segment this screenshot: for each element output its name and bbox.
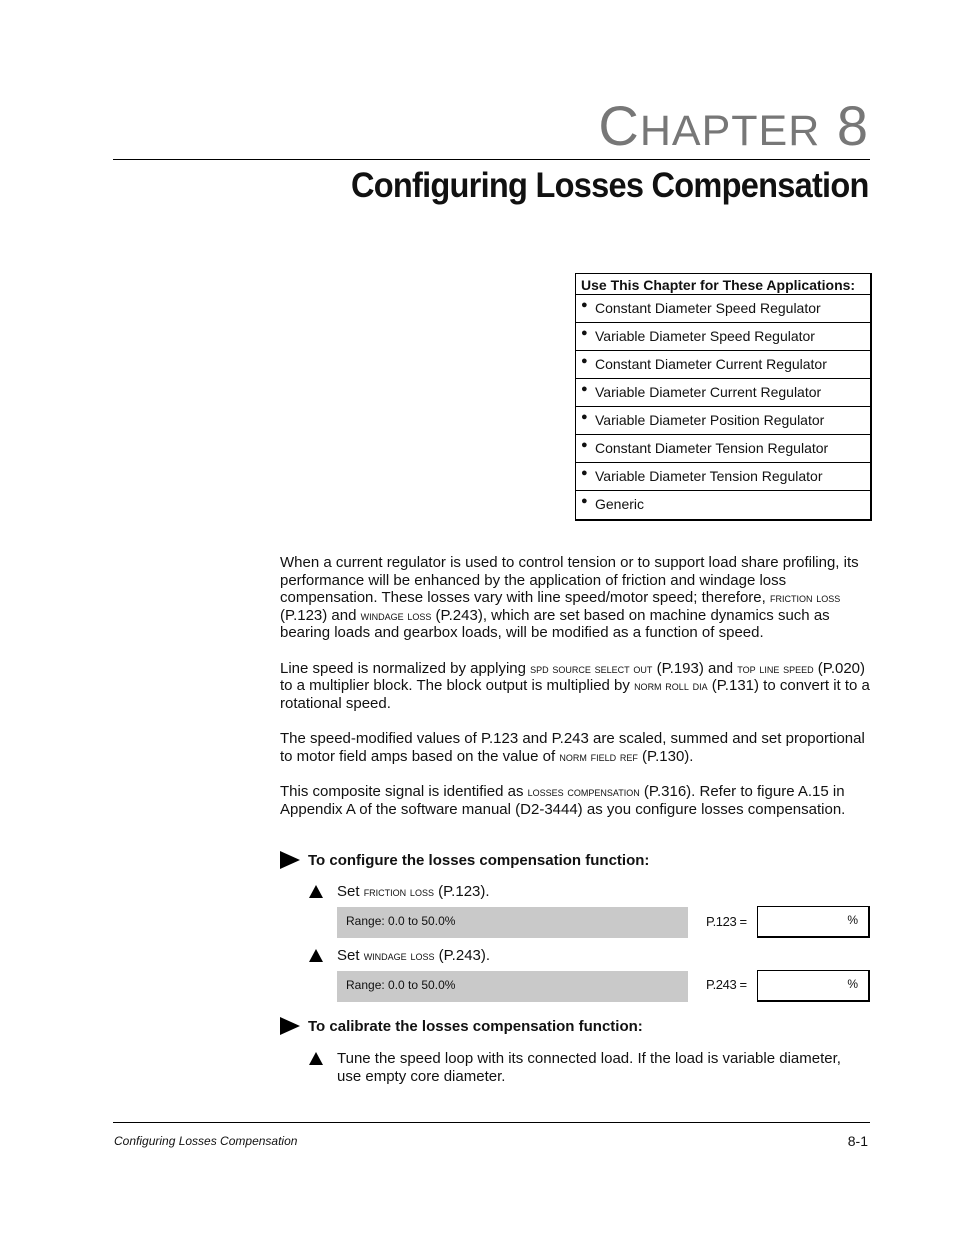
- application-row: [576, 295, 870, 323]
- procedure-configure: [280, 851, 649, 869]
- bullet-icon: ●: [581, 411, 588, 423]
- step-windage-loss: [308, 947, 490, 964]
- paragraph-friction-windage: [280, 554, 870, 642]
- procedure-calibrate: [280, 1017, 643, 1035]
- parameter-name: top line speed: [737, 660, 814, 676]
- application-row: [576, 491, 870, 519]
- param-label: P.243 =: [706, 977, 747, 992]
- text-run: (P.193) and: [652, 659, 738, 677]
- parameter-name: friction loss: [769, 590, 841, 605]
- param-value-field[interactable]: %: [757, 970, 870, 1002]
- step-triangle-icon: [309, 885, 323, 898]
- application-row: [576, 379, 870, 407]
- step-tune-speed-loop: [308, 1050, 848, 1086]
- range-box: Range: 0.0 to 50.0%: [337, 971, 688, 1002]
- bullet-icon: ●: [581, 327, 588, 339]
- paragraph-line-speed: [280, 660, 870, 713]
- applications-table: [575, 273, 872, 521]
- application-row: [576, 407, 870, 435]
- paragraph-composite-signal: [280, 783, 870, 818]
- parameter-name: windage loss: [360, 607, 432, 623]
- application-label: Constant Diameter Tension Regulator: [595, 440, 829, 456]
- step-triangle-icon: [309, 1052, 323, 1065]
- footer-rule: [113, 1122, 870, 1123]
- paragraph-scaling: [280, 730, 870, 765]
- application-label: Variable Diameter Tension Regulator: [595, 468, 823, 484]
- step-triangle-icon: [309, 949, 323, 962]
- application-row: [576, 351, 870, 379]
- parameter-name: norm roll dia: [634, 678, 708, 693]
- procedure-heading: To calibrate the losses compensation function:: [308, 1017, 643, 1035]
- step-text: Tune the speed loop with its connected load. If the load is variable diameter, use empty core diameter.: [337, 1050, 841, 1085]
- bullet-icon: ●: [581, 299, 588, 311]
- bullet-icon: ●: [581, 495, 588, 507]
- step-friction-loss: [308, 883, 490, 900]
- application-label: Variable Diameter Current Regulator: [595, 384, 822, 400]
- param-value-field[interactable]: %: [757, 906, 870, 938]
- text-run: (P.130).: [637, 747, 694, 765]
- parameter-name: windage loss: [363, 948, 435, 963]
- bullet-icon: ●: [581, 467, 588, 479]
- procedure-heading: To configure the losses compensation function:: [308, 851, 650, 869]
- text-run: When a current regulator is used to control tension or to support load share profiling, its performance will be enhanced by the application of friction and windage loss compensation. These losses vary with line speed/motor speed; therefore,: [280, 554, 859, 606]
- application-row: [576, 463, 870, 491]
- text-run: Set: [337, 947, 364, 964]
- parameter-name: norm field ref: [559, 748, 638, 764]
- text-run: (P.316). Refer to figure A.15 in Appendix A of the software manual (D2-3444) as you configure losses compensation.: [280, 783, 846, 818]
- footer-chapter-title: Configuring Losses Compensation: [114, 1134, 298, 1148]
- parameter-name: spd source select out: [530, 660, 653, 676]
- bullet-icon: ●: [581, 383, 588, 395]
- step-text: [337, 883, 490, 900]
- text-run: This composite signal is identified as: [280, 783, 528, 800]
- text-run: (P.020) to a multiplier block. The block output is multiplied by: [280, 659, 866, 694]
- procedure-arrow-icon: [280, 1017, 300, 1035]
- page-number: 8-1: [847, 1133, 868, 1149]
- text-run: Set: [337, 883, 364, 900]
- application-label: Variable Diameter Speed Regulator: [595, 328, 815, 344]
- text-run: (P.243).: [434, 947, 491, 964]
- chapter-number: 8: [836, 94, 869, 157]
- body-text: [280, 554, 870, 836]
- text-run: Line speed is normalized by applying: [280, 659, 531, 677]
- application-label: Generic: [595, 496, 645, 512]
- application-label: Constant Diameter Speed Regulator: [595, 300, 821, 316]
- application-label: Variable Diameter Position Regulator: [595, 412, 825, 428]
- parameter-name: losses compensation: [527, 784, 640, 799]
- text-run: (P.131) to convert it to a rotational speed.: [280, 677, 870, 712]
- text-run: The speed-modified values of P.123 and P.243 are scaled, summed and set proportional to motor field amps based on the value of: [280, 730, 865, 765]
- application-row: [576, 323, 870, 351]
- chapter-label-initial: C: [598, 94, 640, 157]
- bullet-icon: ●: [581, 355, 588, 367]
- procedure-arrow-icon: [280, 851, 300, 869]
- text-run: (P.243), which are set based on machine dynamics such as bearing loads and gearbox loads, will be modified as a function of speed.: [280, 606, 830, 641]
- text-run: (P.123) and: [280, 606, 361, 624]
- chapter-title: Configuring Losses Compensation: [351, 166, 869, 205]
- step-text: [337, 947, 490, 964]
- application-row: [576, 435, 870, 463]
- chapter-label-rest: HAPTER: [639, 107, 821, 155]
- header-rule: [113, 159, 870, 160]
- parameter-name: friction loss: [363, 884, 434, 899]
- applications-table-heading: Use This Chapter for These Applications:: [576, 274, 870, 295]
- param-label: P.123 =: [706, 914, 747, 929]
- chapter-label: [598, 94, 869, 157]
- text-run: (P.123).: [433, 883, 490, 900]
- bullet-icon: ●: [581, 439, 588, 451]
- range-box: Range: 0.0 to 50.0%: [337, 907, 688, 938]
- application-label: Constant Diameter Current Regulator: [595, 356, 827, 372]
